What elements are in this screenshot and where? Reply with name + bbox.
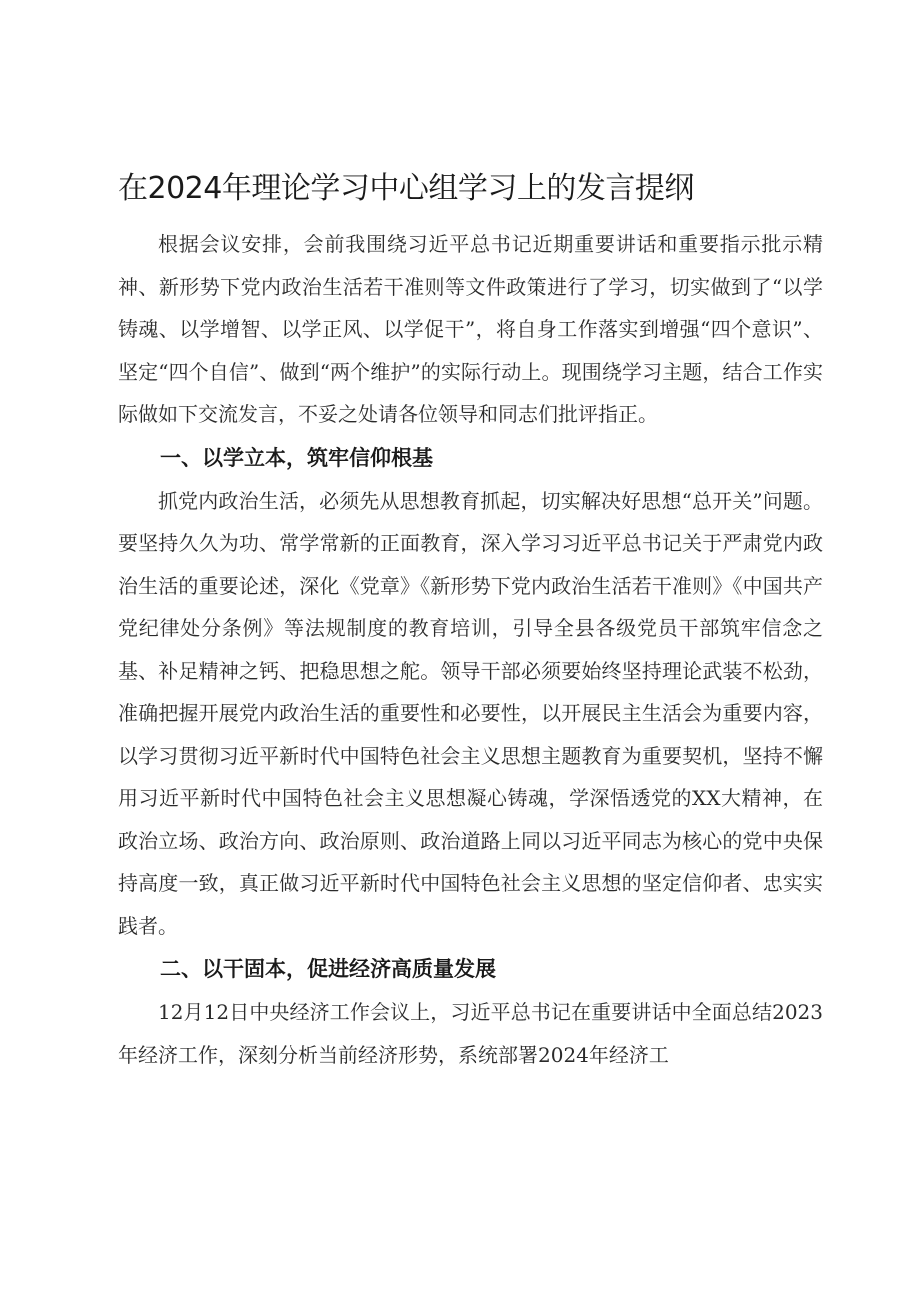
- intro-paragraph: 根据会议安排，会前我围绕习近平总书记近期重要讲话和重要指示批示精神、新形势下党内政治生活若干准则等文件政策进行了学习，切实做到了“以学铸魂、以学增智、以学正风、以学促干”，将自身工作落实到增强“四个意识”、坚定“四个自信”、做到“两个维护”的实际行动上。现围绕学习主题，结合工作实际做如下交流发言，不妥之处请各位领导和同志们批评指正。: [118, 232, 823, 426]
- section-heading-1: 一、以学立本，筑牢信仰根基: [160, 445, 433, 470]
- document-body: [118, 223, 823, 1076]
- section-heading-2: 二、以干固本，促进经济高质量发展: [160, 957, 496, 981]
- section-paragraph-1: 抓党内政治生活，必须先从思想教育抓起，切实解决好思想“总开关”问题。要坚持久久为功、常学常新的正面教育，深入学习习近平总书记关于严肃党内政治生活的重要论述，深化《党章》《新形势下党内政治生活若干准则》《中国共产党纪律处分条例》等法规制度的教育培训，引导全县各级党员干部筑牢信念之基、补足精神之钙、把稳思想之舵。领导干部必须要始终坚持理论武装不松劲，准确把握开展党内政治生活的重要性和必要性，以开展民主生活会为重要内容，以学习贯彻习近平新时代中国特色社会主义思想主题教育为重要契机，坚持不懈用习近平新时代中国特色社会主义思想凝心铸魂，学深悟透党的XX大精神，在政治立场、政治方向、政治原则、政治道路上同以习近平同志为核心的党中央保持高度一致，真正做习近平新时代中国特色社会主义思想的坚定信仰者、忠实实践者。: [118, 488, 823, 938]
- section-paragraph-2: 12月12日中央经济工作会议上，习近平总书记在重要讲话中全面总结2023年经济工作，深刻分析当前经济形势，系统部署2024年经济工: [118, 1000, 823, 1067]
- document-title: 在2024年理论学习中心组学习上的发言提纲: [118, 171, 694, 206]
